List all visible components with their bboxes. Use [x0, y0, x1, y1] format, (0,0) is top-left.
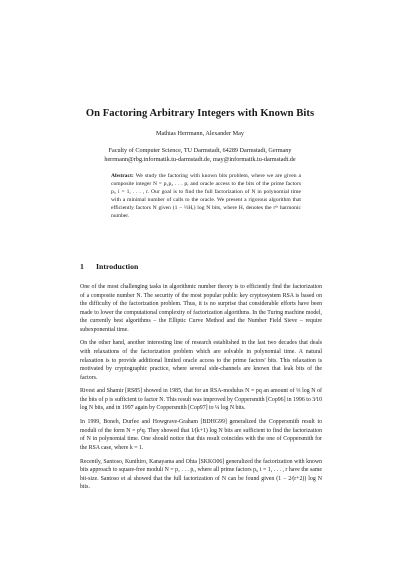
abstract-text: We study the factoring with known bits problem, where we are given a composite integer N = p₁p₂ . . . pᵣ and oracle access to the bits of the prime factors pᵢ, i = 1, . . . , r. Our goal is to find the full factorization of N in polynomial time with a minimal number of calls to the oracle. We present a rigorous algorithm that efficiently factors N given (1 − ½Hᵣ) log N bits, where Hᵣ denotes the rᵗʰ harmonic number.	[111, 173, 301, 219]
paragraph: Rivest and Shamir [RS85] showed in 1985, that for an RSA-modulus N = pq an amount of ⅓ log N of the bits of p is sufficient to factor N. This result was improved by Coppersmith [Cop96] in 1996 to 3⁄10 log N bits, and in 1997 again by Coppersmith [Cop97] to ¼ log N bits.	[80, 388, 322, 412]
abstract-label: Abstract:	[111, 173, 134, 179]
paragraph: One of the most challenging tasks in algorithmic number theory is to efficiently find the factorization of a composite number N. The security of the most popular public key cryptosystem RSA is based on the difficulty of the factorization problem. Thus, it is no surprise that considerable efforts have been made to lower the computational complexity of factorization algorithms. In the Turing machine model, the currently best algorithms – the Elliptic Curve Method and the Number Field Sieve – require subexponential time.	[80, 284, 322, 333]
section-title: Introduction	[96, 262, 139, 271]
paragraph: On the other hand, another interesting line of research established in the last two decades that deals with relaxations of the factorization problem which are solvable in polynomial time. A natural relaxation is to provide additional limited oracle access to the prime factors' bits. This relaxation is motivated by cryptographic practice, where several side-channels are known that leak bits of the factors.	[80, 340, 322, 381]
paragraph: In 1999, Boneh, Durfee and Howgrave-Graham [BDHG99] generalized the Coppersmith result to moduli of the form N = pᵏq. They showed that 1⁄(k+1) log N bits are sufficient to find the factorization of N in polynomial time. One should notice that this result coincides with the one of Coppersmith for the RSA case, where k = 1.	[80, 419, 322, 451]
section-body	[80, 283, 322, 497]
paragraph: Recently, Santoso, Kunihiro, Kanayama and Ohta [SKKO06] generalized the factorization with known bits approach to square-free moduli N = p₁ . . . pᵣ, where all prime factors pᵢ, i = 1, . . . , r have the same bit-size. Santoso et al showed that the full factorization of N can be found given (1 − 2⁄(r+2)) log N bits.	[80, 458, 322, 491]
paper-authors: Mathias Herrmann, Alexander May	[156, 130, 244, 137]
section-number: 1	[80, 262, 84, 271]
affiliation-block	[0, 146, 400, 164]
section-heading	[80, 262, 138, 271]
affiliation: Faculty of Computer Science, TU Darmstadt, 64289 Darmstadt, Germany	[108, 147, 292, 154]
author-emails: herrmann@rbg.informatik.tu-darmstadt.de, may@informatik.tu-darmstadt.de	[104, 156, 296, 164]
paper-title: On Factoring Arbitrary Integers with Known Bits	[85, 108, 315, 119]
abstract	[111, 172, 301, 220]
